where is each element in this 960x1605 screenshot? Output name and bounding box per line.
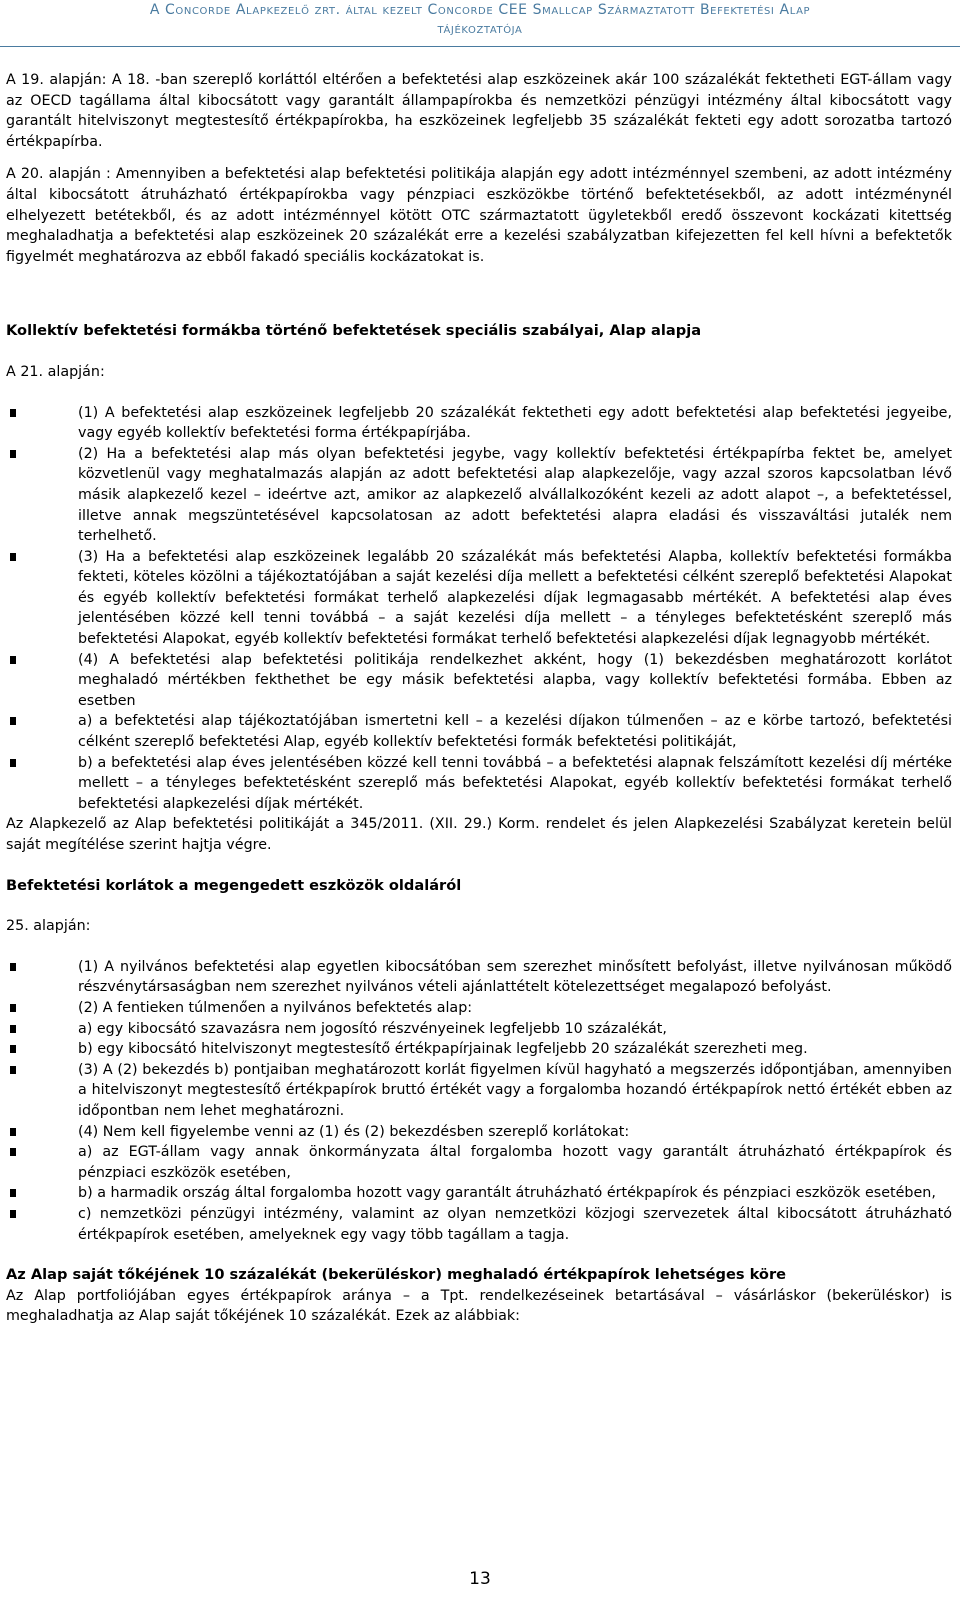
bullet-icon	[10, 409, 16, 417]
paragraph-policy: Az Alapkezelő az Alap befektetési politikáját a 345/2011. (XII. 29.) Korm. rendelet és jelen Alapkezelési Szabályzat keretein belül saját megítélése szerint hajtja végre.	[6, 816, 952, 853]
list-item: (4) Nem kell figyelembe venni az (1) és (2) bekezdésben szereplő korlátokat:	[6, 1122, 952, 1143]
spacer	[6, 267, 952, 321]
list-item: b) a harmadik ország által forgalomba hozott vagy garantált átruházható értékpapírok és pénzpiaci eszközök esetében,	[6, 1183, 952, 1204]
spacer	[6, 383, 952, 403]
limits-list	[6, 957, 952, 1245]
paragraph-20: A 20. alapján : Amennyiben a befektetési alap befektetési politikája alapján egy adott intézménnyel szembeni, az adott intézmény által kibocsátott átruházható értékpapírokba vagy pénzpiaci eszközökbe történő befektetésekből, az adott intézménynél elhelyezett betétekből, és az adott intézménnyel kötött OTC származtatott ügyletekből eredő összevont kockázati kitettség meghaladhatja a befektetési alap eszközeinek 20 százalékát erre a kezelési szabályzatban kifejezetten fel kell hívni a befektetők figyelmét meghatározva az ebből fakadó speciális kockázatokat is.	[6, 166, 952, 265]
list-item: (1) A befektetési alap eszközeinek legfeljebb 20 százalékát fektetheti egy adott befektetési alap befektetési jegyeibe, vagy egyéb kollektív befektetési forma értékpapírjába.	[6, 403, 952, 444]
list-item: (2) A fentieken túlmenően a nyilvános befektetés alap:	[6, 998, 952, 1019]
collective-rules-list	[6, 403, 952, 815]
page-number: 13	[469, 1569, 491, 1589]
document-body	[6, 70, 952, 1327]
bullet-icon	[10, 1210, 16, 1218]
list-item: b) egy kibocsátó hitelviszonyt megtestesítő értékpapírjainak legfeljebb 20 százalékát szerezheti meg.	[6, 1039, 952, 1060]
list-item: a) egy kibocsátó szavazásra nem jogosító részvényeinek legfeljebb 10 százalékát,	[6, 1019, 952, 1040]
bullet-icon	[10, 1004, 16, 1012]
document-header	[0, 0, 960, 46]
bullet-icon	[10, 717, 16, 725]
list-item: (1) A nyilvános befektetési alap egyetlen kibocsátóban sem szerezhet minősített befolyást, illetve nyilvánosan működő részvénytársaságban nem szerezhet nyilvános vételi ajánlattételt kötelezettséget megalapozó befolyást.	[6, 957, 952, 998]
list-item: (3) Ha a befektetési alap eszközeinek legalább 20 százalékát más befektetési Alapba, kollektív befektetési formákba fekteti, köteles közölni a tájékoztatójában a saját kezelési díja mellett a befektetési célként szereplő befektetési Alapokat és egyéb kollektív befektetési formákat terhelő alapkezelési díjak legmagasabb mértékét. A befektetési alap éves jelentésében közzé kell tenni továbbá – a saját kezelési díja mellett – a tényleges befektetésként szereplő más befektetési Alapokat, egyéb kollektív befektetési formákat terhelő befektetési alapkezelési díjak legnagyobb mértékét.	[6, 547, 952, 650]
paragraph-25-intro: 25. alapján:	[6, 918, 91, 935]
header-title: A Concorde Alapkezelő zrt. által kezelt Concorde CEE Smallcap Származtatott Befektetési Alap	[149, 2, 811, 18]
list-item: c) nemzetközi pénzügyi intézmény, valamint az olyan nemzetközi közjogi szervezetek által kibocsátott átruházható értékpapírok esetében, amelyeknek egy vagy több tagállam a tagja.	[6, 1204, 952, 1245]
list-item: (3) A (2) bekezdés b) pontjaiban meghatározott korlát figyelmen kívül hagyható a megszerzés időpontjában, amennyiben a hitelviszonyt megtestesítő értékpapírok bruttó értékét vagy a forgalomba hozandó értékpapírok nettó értékét ebben az időpontban nem lehet meghatározni.	[6, 1060, 952, 1122]
bullet-icon	[10, 1045, 16, 1053]
paragraph-21-intro: A 21. alapján:	[6, 363, 105, 380]
section-heading-collective: Kollektív befektetési formákba történő befektetések speciális szabályai, Alap alapja	[6, 322, 702, 340]
bullet-icon	[10, 553, 16, 561]
spacer	[6, 1245, 952, 1265]
spacer	[6, 342, 952, 362]
bullet-icon	[10, 963, 16, 971]
bullet-icon	[10, 656, 16, 664]
bullet-icon	[10, 1025, 16, 1033]
paragraph-portfolio: Az Alap portfoliójában egyes értékpapírok aránya – a Tpt. rendelkezéseinek betartásával – vásárláskor (bekerüléskor) is meghaladhatja az Alap saját tőkéjének 10 százalékát. Ezek az alábbiak:	[6, 1287, 952, 1325]
list-item: (2) Ha a befektetési alap más olyan befektetési jegybe, vagy kollektív befektetési értékpapírba fektet be, amelyet közvetlenül vagy meghatalmazás alapján az adott befektetési alap alapkezelője, vagy azzal szoros kapcsolatban lévő másik alapkezelő kezel – ideértve azt, amikor az alapkezelő alvállalkozóként kezeli az adott alapot –, a befektetéssel, illetve annak megszüntetésével kapcsolatosan az adott befektetési alapra eladási és visszaváltási jutalék nem terhelhető.	[6, 444, 952, 547]
list-item: a) a befektetési alap tájékoztatójában ismertetni kell – a kezelési díjakon túlmenően – az e körbe tartozó, befektetési célként szereplő befektetési Alap, egyéb kollektív befektetési formák befektetési politikáját,	[6, 711, 952, 752]
section-heading-limits: Befektetési korlátok a megengedett eszközök oldaláról	[6, 876, 462, 894]
list-item: b) a befektetési alap éves jelentésében közzé kell tenni továbbá – a befektetési alapnak felszámított kezelési díj mértéke mellett – a tényleges befektetésként szereplő más befektetési Alapokat, egyéb kollektív befektetési formákat terhelő befektetési alapkezelési díjak mértékét.	[6, 753, 952, 815]
paragraph-19: A 19. alapján: A 18. -ban szereplő korláttól eltérően a befektetési alap eszközeinek akár 100 százalékát fektetheti EGT-állam vagy az OECD tagállama által kibocsátott vagy garantált állampapírokba és nemzetközi pénzügyi intézmény által kibocsátott vagy garantált hitelviszonyt megtestesítő értékpapírokba, ha eszközeinek legfeljebb 35 százalékát fekteti egy adott sorozatba tartozó értékpapírba.	[6, 72, 952, 150]
header-divider	[0, 46, 960, 47]
bullet-icon	[10, 1128, 16, 1136]
spacer	[6, 856, 952, 876]
header-subtitle: tájékoztatója	[437, 21, 523, 37]
spacer	[6, 896, 952, 916]
list-item: a) az EGT-állam vagy annak önkormányzata által forgalomba hozott vagy garantált átruházható értékpapírok és pénzpiaci eszközök esetében,	[6, 1142, 952, 1183]
bullet-icon	[10, 1148, 16, 1156]
bullet-icon	[10, 1189, 16, 1197]
bullet-icon	[10, 759, 16, 767]
spacer	[6, 152, 952, 164]
section-heading-securities: Az Alap saját tőkéjének 10 százalékát (bekerüléskor) meghaladó értékpapírok lehetséges köre	[6, 1266, 787, 1284]
spacer	[6, 937, 952, 957]
list-item: (4) A befektetési alap befektetési politikája rendelkezhet akként, hogy (1) bekezdésben meghatározott korlátot meghaladó mértékben fekthethet be egy másik befektetési alapba, vagy kollektív befektetési formába. Ebben az esetben	[6, 650, 952, 712]
bullet-icon	[10, 1066, 16, 1074]
bullet-icon	[10, 450, 16, 458]
